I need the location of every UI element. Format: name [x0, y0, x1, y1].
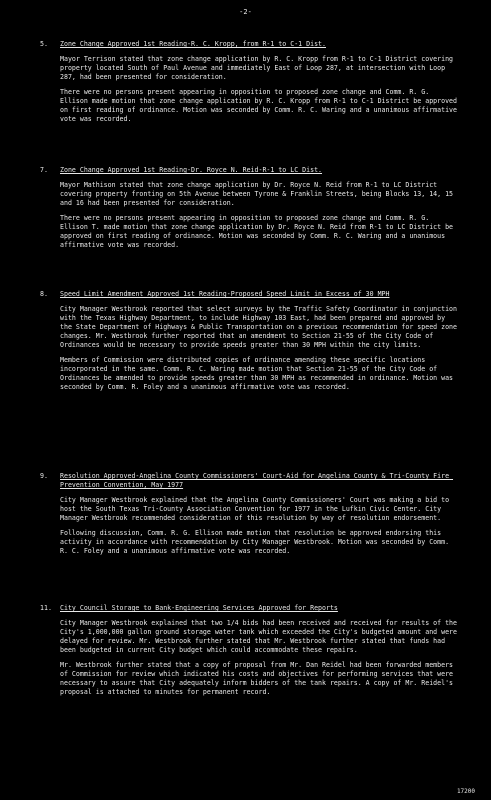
- item-heading: Zone Change Approved 1st Reading-R. C. Kropp, from R-1 to C-1 Dist.: [60, 40, 326, 48]
- minutes-item-resolution-angelina: [40, 472, 460, 556]
- item-paragraph: City Manager Westbrook explained that the Angelina County Commissioners' Court was making a bid to host the South Texas Tri-County Association Convention for 1977 in the Lufkin Civic Center. City Manager Westbrook recommended consideration of this resolution by way of resolution endorsement.: [60, 496, 454, 522]
- item-paragraph: There were no persons present appearing in opposition to proposed zone change and Comm. R. G. Ellison T. made motion that zone change application by Dr. Royce N. Reid from R-1 to LC District be approved on first reading of ordinance. Motion was seconded by Comm. R. C. Waring and a unanimous affirmative vote was recorded.: [60, 214, 457, 249]
- item-number: 7.: [40, 166, 48, 174]
- minutes-item-zone-change-reid: [40, 166, 460, 250]
- item-paragraph: Mayor Mathison stated that zone change application by Dr. Royce N. Reid from R-1 to LC District covering property fronting on 5th Avenue between Tyrone & Franklin Streets, being Blocks 13, 14, 15 and 16 had been presented for consideration.: [60, 181, 457, 207]
- item-paragraph: City Manager Westbrook explained that two 1/4 bids had been received and received for results of the City's 1,000,000 gallon ground storage water tank which exceeded the City's budgeted amount and were delayed for review. Mr. Westbrook further stated that Mr. Westbrook further stated that funds had been budgeted in current City budget which could accommodate these repairs.: [60, 619, 461, 654]
- minutes-item-storage-engineering: [40, 604, 461, 697]
- item-paragraph: Following discussion, Comm. R. G. Ellison made motion that resolution be approved endorsing this activity in accordance with recommendation by City Manager Westbrook. Motion was seconded by Comm. R. C. Foley and a unanimous affirmative vote was recorded.: [60, 529, 454, 555]
- minutes-item-speed-limit: [40, 290, 461, 392]
- item-number: 8.: [40, 290, 48, 298]
- item-number: 5.: [40, 40, 48, 48]
- item-heading: Resolution Approved-Angelina County Commissioners' Court-Aid for Angelina County & Tri-County Fire Prevention Convention, May 1977: [60, 472, 454, 489]
- item-number: 9.: [40, 472, 48, 480]
- item-number: 11.: [40, 604, 52, 612]
- item-paragraph: There were no persons present appearing in opposition to proposed zone change and Comm. R. G. Ellison made motion that zone change application by R. C. Kropp from R-1 to C-1 District be approved on first reading of ordinance. Motion was seconded by Comm. R. C. Waring and a unanimous affirmative vote was recorded.: [60, 88, 461, 123]
- item-paragraph: Mayor Terrison stated that zone change application by R. C. Kropp from R-1 to C-1 District covering property located South of Paul Avenue and immediately East of Loop 287, at intersection with Loop 287, had been presented for consideration.: [60, 55, 457, 81]
- item-paragraph: Members of Commission were distributed copies of ordinance amending these specific locations incorporated in the same. Comm. R. C. Waring made motion that Section 21-55 of the City Code of Ordinances be amended to provide speeds greater than 30 MPH as recommended in ordinance. Motion was seconded by Comm. R. Foley and a unanimous affirmative vote was recorded.: [60, 356, 457, 391]
- item-heading: Zone Change Approved 1st Reading-Dr. Royce N. Reid-R-1 to LC Dist.: [60, 166, 323, 174]
- minutes-item-zone-change-kropp: [40, 40, 461, 124]
- item-paragraph: Mr. Westbrook further stated that a copy of proposal from Mr. Dan Reidel had been forwarded members of Commission for review which indicated his costs and objectives for performing services that were necessary to assure that City adequately inform bidders of the tank repairs. A copy of Mr. Reidel's proposal is attached to minutes for permanent record.: [60, 661, 457, 696]
- item-paragraph: City Manager Westbrook reported that select surveys by the Traffic Safety Coordinator in conjunction with the Texas Highway Department, to include Highway 103 East, had been prepared and approved by the State Department of Highways & Public Transportation on a previous recommendation for speed zone changes. Mr. Westbrook further reported that an amendment to Section 21-55 of the City Code of Ordinances would be necessary to provide speeds greater than 30 MPH within the city limits.: [60, 305, 461, 349]
- page-number: -2-: [239, 8, 252, 16]
- footer-code: 17200: [456, 788, 475, 795]
- item-heading: Speed Limit Amendment Approved 1st Reading-Proposed Speed Limit in Excess of 30 MPH: [60, 290, 390, 298]
- item-heading: City Council Storage to Bank-Engineering Services Approved for Reports: [60, 604, 338, 612]
